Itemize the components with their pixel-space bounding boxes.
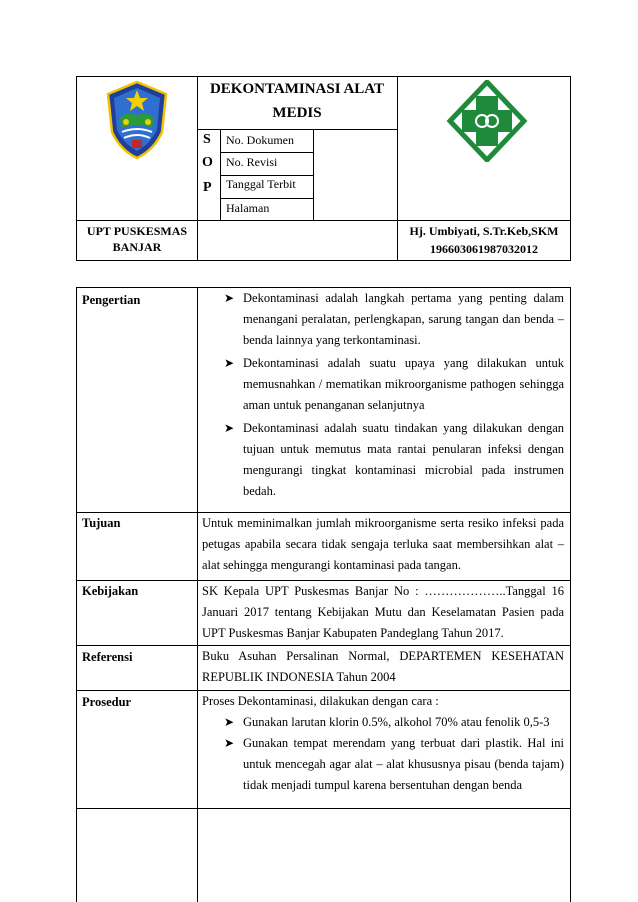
sop-letter-p: P xyxy=(203,180,212,195)
arrow-bullet-icon: ➤ xyxy=(224,736,235,750)
arrow-bullet-icon: ➤ xyxy=(224,421,235,435)
tujuan-text: Untuk meminimalkan jumlah mikroorganisme serta resiko infeksi pada petugas apabila secara tidak sengaja terluka saat membersihkan alat – alat sehingga mengurangi kontaminasi pada tangan. xyxy=(202,516,564,572)
label-prosedur: Prosedur xyxy=(82,695,132,709)
prosedur-bullet-2: Gunakan tempat merendam yang terbuat dari plastik. Hal ini untuk mencegah agar alat – alat khususnya pisau (benda tajam) tidak menjadi tumpul karena bersentuhan dengan benda xyxy=(243,736,564,792)
doc-title-line2: MEDIS xyxy=(272,105,322,121)
arrow-bullet-icon: ➤ xyxy=(224,291,235,305)
field-tanggal-terbit: Tanggal Terbit xyxy=(226,177,296,191)
prosedur-content xyxy=(202,691,564,796)
pengertian-bullet-3: Dekontaminasi adalah suatu tindakan yang dilakukan dengan tujuan untuk memutus mata rantai penularan infeksi dengan mengurangi tingkat kontaminasi microbial pada instrumen bedah. xyxy=(243,421,564,498)
signer-id: 196603061987032012 xyxy=(430,242,538,256)
list-item xyxy=(202,353,564,416)
sop-letter-o: O xyxy=(202,155,213,170)
org-name-line1: UPT PUSKESMAS xyxy=(86,224,188,238)
regency-crest-icon xyxy=(104,80,170,160)
pengertian-content xyxy=(202,288,564,502)
field-no-dokumen: No. Dokumen xyxy=(226,133,294,147)
list-item xyxy=(202,418,564,502)
referensi-text: Buku Asuhan Persalinan Normal, DEPARTEMEN KESEHATAN REPUBLIK INDONESIA Tahun 2004 xyxy=(202,649,564,684)
kebijakan-text: SK Kepala UPT Puskesmas Banjar No : ………………..Tanggal 16 Januari 2017 tentang Kebijakan Mutu dan Keselamatan Pasien pada UPT Puskesmas Banjar Kabupaten Pandeglang Tahun 2017. xyxy=(202,584,564,640)
list-item xyxy=(202,288,564,351)
sop-letter-s: S xyxy=(203,132,211,147)
signer-name: Hj. Umbiyati, S.Tr.Keb,SKM xyxy=(409,224,559,238)
field-halaman: Halaman xyxy=(226,201,270,215)
prosedur-intro: Proses Dekontaminasi, dilakukan dengan cara : xyxy=(202,694,439,708)
org-name-line2: BANJAR xyxy=(112,240,162,254)
pengertian-bullet-1: Dekontaminasi adalah langkah pertama yang penting dalam menangani peralatan, perlengkapan, sarung tangan dan benda – benda lainnya yang terkontaminasi. xyxy=(243,291,564,347)
puskesmas-cross-logo-icon xyxy=(446,80,528,162)
prosedur-bullet-1: Gunakan larutan klorin 0.5%, alkohol 70% atau fenolik 0,5-3 xyxy=(243,715,550,729)
doc-title-line1: DEKONTAMINASI ALAT xyxy=(209,81,385,97)
field-no-revisi: No. Revisi xyxy=(226,155,278,169)
arrow-bullet-icon: ➤ xyxy=(224,715,235,729)
label-referensi: Referensi xyxy=(82,650,133,664)
list-item xyxy=(202,733,564,796)
label-pengertian: Pengertian xyxy=(82,293,141,307)
pengertian-bullet-2: Dekontaminasi adalah suatu upaya yang dilakukan untuk memusnahkan / mematikan mikroorganisme pathogen sehingga aman untuk penanganan selanjutnya xyxy=(243,356,564,412)
label-kebijakan: Kebijakan xyxy=(82,584,139,598)
label-tujuan: Tujuan xyxy=(82,516,121,530)
list-item xyxy=(202,712,564,733)
arrow-bullet-icon: ➤ xyxy=(224,356,235,370)
